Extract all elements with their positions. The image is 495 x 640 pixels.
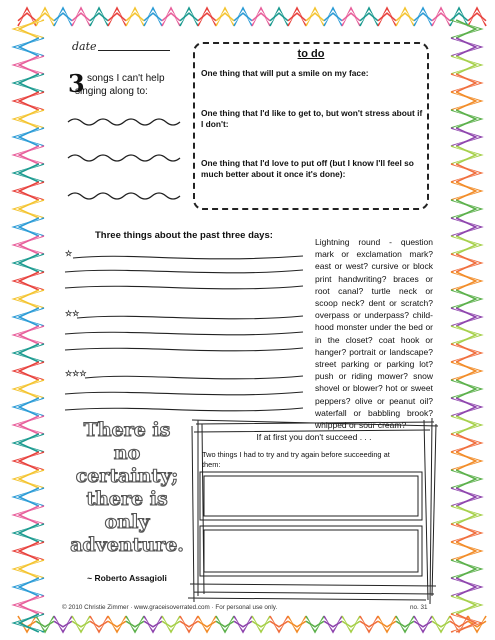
song-line-3 (68, 193, 180, 199)
footer-copyright: © 2010 Christie Zimmer · www.graceisoverrated.com · For personal use only. (62, 604, 278, 611)
border-chevron (451, 470, 481, 488)
border-chevron (451, 524, 481, 542)
border-chevron (252, 8, 270, 26)
border-chevron (14, 200, 44, 218)
quote-line-1: There is (83, 419, 171, 441)
border-chevron (432, 616, 450, 632)
border-chevron (451, 38, 481, 56)
border-chevron (14, 344, 44, 362)
border-chevron (378, 616, 396, 632)
border-chevron (451, 560, 481, 578)
border-chevron (72, 616, 90, 632)
three-line-5 (65, 332, 303, 335)
border-chevron (14, 128, 44, 146)
border-chevron (14, 452, 44, 470)
succeed-answer-boxes (198, 470, 428, 580)
two-star-icon: ☆☆ (65, 309, 80, 318)
border-chevron (54, 8, 72, 26)
border-chevron (14, 164, 44, 182)
border-chevron (234, 8, 252, 26)
answer-box-2-outer (200, 526, 422, 576)
border-chevron (451, 272, 481, 290)
border-chevron (360, 8, 378, 26)
border-chevron (414, 8, 432, 26)
border-chevron (451, 182, 481, 200)
border-chevron (451, 344, 481, 362)
border-chevron (324, 8, 342, 26)
date-label: date (72, 40, 97, 53)
succeed-prompt: Two things I had to try and try again before succeeding at them: (202, 450, 390, 469)
border-chevron (14, 560, 44, 578)
border-chevron (432, 8, 450, 26)
three-things-title: Three things about the past three days: (95, 230, 273, 241)
songs-line2: singing along to: (75, 86, 148, 97)
border-chevron (342, 616, 360, 632)
border-chevron (14, 236, 44, 254)
border-chevron (451, 362, 481, 380)
border-chevron (72, 8, 90, 26)
border-chevron (14, 488, 44, 506)
border-chevron (14, 362, 44, 380)
border-chevron (451, 578, 481, 596)
border-chevron (14, 38, 44, 56)
border-chevron (451, 74, 481, 92)
succeed-title: If at first you don't succeed . . . (256, 432, 372, 442)
quote-line-6: adventure. (70, 534, 184, 556)
border-chevron (288, 616, 306, 632)
border-chevron (198, 616, 216, 632)
border-chevron (234, 616, 252, 632)
border-chevron (451, 434, 481, 452)
border-chevron (288, 8, 306, 26)
border-chevron (451, 542, 481, 560)
border-chevron (14, 398, 44, 416)
border-chevron (14, 290, 44, 308)
footer-page-number: no. 31 (410, 604, 428, 611)
border-chevron (14, 416, 44, 434)
border-chevron (451, 200, 481, 218)
border-chevron (306, 616, 324, 632)
border-chevron (90, 616, 108, 632)
three-line-7 (85, 376, 303, 379)
border-chevron (14, 254, 44, 272)
border-chevron (360, 616, 378, 632)
border-chevron (144, 8, 162, 26)
border-chevron (14, 596, 44, 614)
border-chevron (451, 128, 481, 146)
border-chevron (14, 272, 44, 290)
todo-question-2: One thing that I'd like to get to, but won't stress about if I don't: (201, 108, 423, 129)
border-chevron (451, 398, 481, 416)
three-star-icon: ☆☆☆ (65, 369, 87, 378)
border-chevron (324, 616, 342, 632)
border-chevron (451, 380, 481, 398)
song-line-2 (68, 155, 180, 161)
border-chevron (90, 8, 108, 26)
songs-number: 3 (68, 69, 85, 98)
border-chevron (14, 308, 44, 326)
quote-author: ~ Roberto Assagioli (87, 573, 167, 583)
border-chevron (126, 8, 144, 26)
three-line-4 (77, 316, 303, 319)
quote-line-5: only (104, 511, 150, 533)
border-chevron (396, 616, 414, 632)
border-chevron (468, 8, 486, 26)
one-star-icon: ☆ (65, 249, 73, 258)
border-chevron (14, 434, 44, 452)
border-chevron (14, 74, 44, 92)
border-chevron (396, 8, 414, 26)
border-chevron (108, 616, 126, 632)
border-chevron (162, 616, 180, 632)
border-chevron (14, 110, 44, 128)
border-chevron (451, 110, 481, 128)
border-chevron (451, 488, 481, 506)
border-chevron (306, 8, 324, 26)
todo-question-1: One thing that will put a smile on my face: (201, 68, 369, 78)
border-chevron (14, 182, 44, 200)
border-chevron (14, 146, 44, 164)
border-chevron (378, 8, 396, 26)
three-line-9 (65, 408, 303, 411)
border-chevron (451, 164, 481, 182)
border-chevron (14, 506, 44, 524)
border-chevron (14, 56, 44, 74)
border-chevron (14, 380, 44, 398)
song-line-1 (68, 119, 180, 125)
three-line-6 (65, 348, 303, 351)
three-line-2 (65, 270, 303, 273)
border-chevron (451, 92, 481, 110)
songs-line1: songs I can't help (87, 73, 165, 84)
border-chevron (451, 56, 481, 74)
border-chevron (108, 8, 126, 26)
answer-box-1-inner (204, 476, 418, 516)
border-chevron (216, 616, 234, 632)
border-chevron (342, 8, 360, 26)
border-chevron (414, 616, 432, 632)
border-chevron (14, 578, 44, 596)
three-line-1 (73, 256, 303, 259)
border-chevron (451, 416, 481, 434)
border-chevron (14, 524, 44, 542)
border-chevron (451, 506, 481, 524)
todo-question-3: One thing that I'd love to put off (but I know I'll feel so much better about it once it's done): (201, 158, 414, 179)
border-chevron (451, 236, 481, 254)
three-line-3 (65, 286, 303, 289)
quote-line-4: there is (86, 488, 168, 510)
border-chevron (126, 616, 144, 632)
border-chevron (451, 146, 481, 164)
border-chevron (270, 616, 288, 632)
answer-box-1-outer (200, 472, 422, 520)
quote-line-3: certainty; (75, 465, 179, 487)
answer-box-2-inner (204, 530, 418, 572)
border-chevron (14, 218, 44, 236)
border-chevron (252, 616, 270, 632)
border-chevron (451, 308, 481, 326)
border-chevron (180, 8, 198, 26)
border-chevron (451, 452, 481, 470)
border-chevron (451, 218, 481, 236)
todo-title: to do (297, 48, 325, 60)
three-things-wavy-lines (63, 250, 309, 420)
lightning-round-text: Lightning round - question mark or exclamation mark? east or west? cursive or block print handwriting? braces or root canal? turtle neck or scoop neck? dent or scratch? overpass or underpass? child-hood monster under the bed or in the closet? coat hook or hanger? portrait or landscape? street parking or parking lot? push or riding mower? snow shovel or blower? hot or sweet peppers? olive or peanut oil? waterfall or babbling brook? whipped or sour cream? (315, 237, 433, 431)
quote-line-2: no (113, 442, 141, 464)
border-chevron (216, 8, 234, 26)
border-chevron (14, 470, 44, 488)
three-line-8 (65, 392, 303, 395)
border-chevron (180, 616, 198, 632)
border-chevron (14, 326, 44, 344)
border-chevron (451, 290, 481, 308)
date-line (98, 50, 170, 51)
border-chevron (14, 542, 44, 560)
border-chevron (270, 8, 288, 26)
border-chevron (198, 8, 216, 26)
border-chevron (36, 8, 54, 26)
border-chevron (54, 616, 72, 632)
border-chevron (451, 254, 481, 272)
border-chevron (451, 326, 481, 344)
border-chevron (451, 596, 481, 614)
border-chevron (14, 92, 44, 110)
border-chevron (144, 616, 162, 632)
song-wavy-lines (66, 110, 186, 210)
border-chevron (162, 8, 180, 26)
